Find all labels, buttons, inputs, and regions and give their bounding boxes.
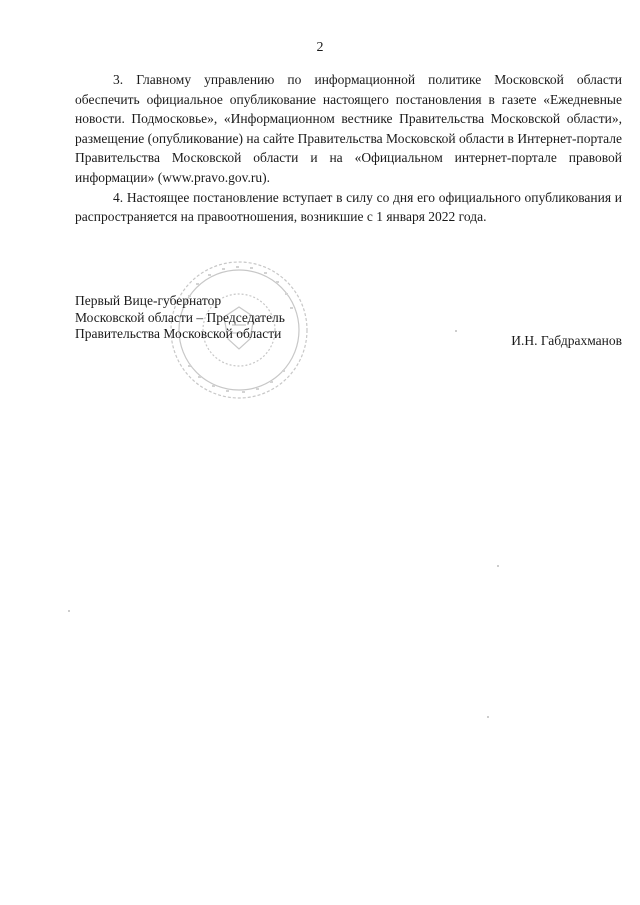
signatory-name: И.Н. Габдрахманов xyxy=(511,333,622,348)
scan-speck xyxy=(455,330,457,332)
page-number: 2 xyxy=(316,40,324,55)
scan-speck xyxy=(497,565,499,567)
paragraph-4: 4. Настоящее постановление вступает в силу со дня его официального опубликования и распространяется на правоотношения, возникшие с 1 января 2022 года. xyxy=(75,189,622,225)
signature-block xyxy=(75,293,622,373)
document-body xyxy=(75,70,622,227)
scan-speck xyxy=(68,610,70,612)
signatory-position-line-3: Правительства Московской области xyxy=(75,326,282,341)
signatory-position-line-2: Московской области – Председатель xyxy=(75,309,285,325)
scan-speck xyxy=(487,716,489,718)
signatory-position-line-1: Первый Вице-губернатор xyxy=(75,293,222,308)
paragraph-3: 3. Главному управлению по информационной политике Московской области обеспечить официальное опубликование настоящего постановления в газете «Ежедневные новости. Подмосковье», «Информационном вестнике Правительства Московской области», размещение (опубликование) на сайте Правительства Московской области в Интернет-портале Правительства Московской области и на «Официальном интернет-портале правовой информации» (www.pravo.gov.ru). xyxy=(75,72,622,185)
